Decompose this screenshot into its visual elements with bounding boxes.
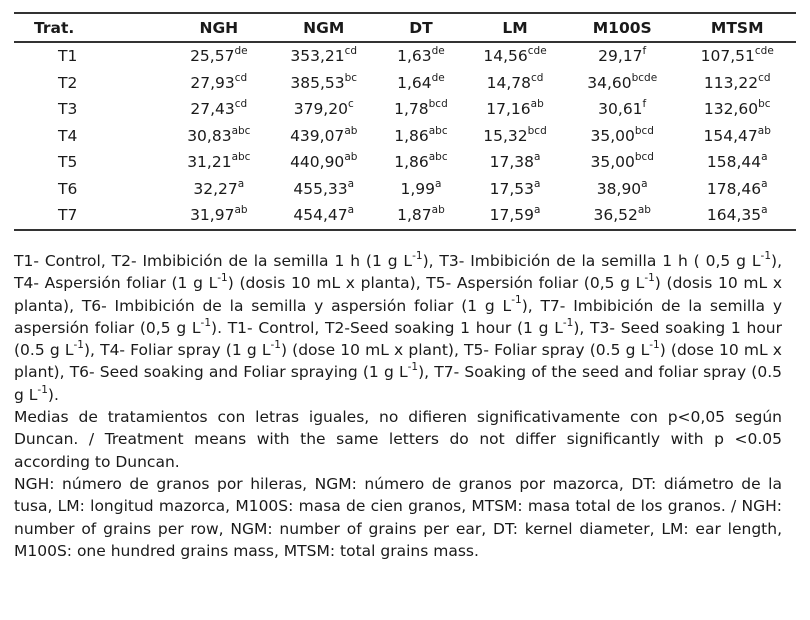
significance-letters: f <box>642 45 647 58</box>
significance-letters: bc <box>758 98 771 111</box>
header-ngm: NGM <box>303 18 345 37</box>
table-notes <box>14 250 782 562</box>
note-text: ) (dosis 10 mL x planta), T6- Imbibición de la semilla y aspersión foliar (1 g L <box>14 274 783 315</box>
table-cell <box>270 70 378 97</box>
cell-value: 1,86 <box>394 126 429 145</box>
row-treatment: T3 <box>58 100 78 119</box>
cell-value: 31,21 <box>187 153 232 172</box>
significance-letters: ab <box>344 151 358 164</box>
significance-letters: bcd <box>634 124 654 137</box>
significance-letters: cde <box>754 45 774 58</box>
note-text: ). <box>47 385 59 404</box>
significance-letters: a <box>347 204 355 217</box>
unit-exponent: -1 <box>73 339 84 352</box>
note-text: T1- Control, T2- Imbibición de la semilla 1 h (1 g L <box>14 252 413 270</box>
table-header <box>14 13 796 42</box>
row-treatment: T1 <box>58 47 78 66</box>
table-cell <box>678 70 796 97</box>
significance-letters: a <box>434 177 442 190</box>
table-cell <box>168 42 270 70</box>
cell-value: 440,90 <box>290 153 345 172</box>
significance-letters: abc <box>428 151 448 164</box>
significance-letters: cd <box>234 71 248 84</box>
cell-value: 1,87 <box>397 206 432 225</box>
note-text: ), T3- Imbibición de la semilla 1 h ( 0,5 g L <box>422 252 761 270</box>
table-cell <box>168 176 270 203</box>
cell-value: 17,53 <box>489 179 534 198</box>
significance-letters: de <box>431 71 445 84</box>
unit-exponent: -1 <box>217 272 228 285</box>
table-cell <box>378 70 464 97</box>
table-cell <box>378 123 464 150</box>
cell-value: 1,78 <box>394 100 429 119</box>
table-cell <box>270 176 378 203</box>
significance-letters: abc <box>231 124 251 137</box>
significance-letters: cd <box>758 71 771 84</box>
cell-value: 38,90 <box>596 179 642 198</box>
cell-value: 14,56 <box>483 47 528 66</box>
table-row <box>14 42 796 70</box>
cell-value: 30,61 <box>598 100 643 119</box>
table-row <box>14 149 796 176</box>
table-cell <box>270 123 378 150</box>
table-row <box>14 202 796 230</box>
significance-letters: bcde <box>631 71 658 84</box>
cell-value: 379,20 <box>293 100 348 119</box>
cell-value: 30,83 <box>187 126 232 145</box>
header-trat: Trat. <box>34 18 75 37</box>
table-body <box>14 42 796 230</box>
cell-value: 158,44 <box>706 153 762 172</box>
cell-value: 17,59 <box>489 206 534 225</box>
table-cell <box>464 176 566 203</box>
table-cell <box>566 202 678 230</box>
table-cell <box>678 202 796 230</box>
significance-letters: a <box>761 177 768 190</box>
significance-letters: de <box>234 45 248 58</box>
row-treatment: T2 <box>58 73 78 92</box>
significance-letters: ab <box>637 204 651 217</box>
header-dt: DT <box>409 18 433 37</box>
cell-value: 154,47 <box>703 126 758 145</box>
cell-value: 439,07 <box>290 126 345 145</box>
table-cell <box>566 96 678 123</box>
significance-letters: a <box>533 151 541 164</box>
table-row <box>14 96 796 123</box>
unit-exponent: -1 <box>270 339 281 352</box>
table-row <box>14 176 796 203</box>
cell-value: 31,97 <box>190 206 235 225</box>
significance-letters: a <box>641 177 648 190</box>
cell-value: 164,35 <box>706 206 762 225</box>
note-text: ), T4- Foliar spray (1 g L <box>83 341 271 360</box>
note-text: ). T1- Control, T2-Seed soaking 1 hour (1 g L <box>211 318 563 337</box>
significance-letters: bcd <box>527 124 547 137</box>
row-treatment: T7 <box>58 206 78 225</box>
significance-letters: bc <box>344 71 358 84</box>
table-cell <box>378 96 464 123</box>
cell-value: 17,16 <box>486 100 531 119</box>
cell-value: 35,00 <box>590 126 635 145</box>
table-cell <box>566 149 678 176</box>
table-cell <box>270 96 378 123</box>
treatments-note <box>14 250 782 406</box>
cell-value: 353,21 <box>290 47 345 66</box>
table-cell <box>678 123 796 150</box>
unit-exponent: -1 <box>649 339 660 352</box>
row-treatment: T6 <box>58 179 78 198</box>
row-treatment: T4 <box>58 126 78 145</box>
significance-letters: ab <box>757 124 771 137</box>
significance-letters: bcd <box>428 98 448 111</box>
table-cell <box>270 149 378 176</box>
significance-letters: a <box>237 177 245 190</box>
significance-letters: ab <box>344 124 358 137</box>
cell-value: 29,17 <box>598 47 643 66</box>
header-m100s: M100S <box>592 18 652 37</box>
significance-letters: cd <box>530 71 544 84</box>
table-cell <box>168 202 270 230</box>
significance-letters: a <box>761 204 768 217</box>
table-cell <box>378 42 464 70</box>
note-text: ) (dose 10 mL x plant), T5- Foliar spray (0.5 g L <box>280 341 650 360</box>
cell-value: 455,33 <box>293 179 348 198</box>
table-cell <box>378 202 464 230</box>
table-cell <box>678 149 796 176</box>
cell-value: 32,27 <box>193 179 238 198</box>
note-text: ), T4- Aspersión foliar (1 g L <box>14 252 782 293</box>
cell-value: 385,53 <box>290 73 345 92</box>
table-cell <box>378 149 464 176</box>
cell-value: 454,47 <box>293 206 348 225</box>
significance-letters: cd <box>234 98 248 111</box>
unit-exponent: -1 <box>200 316 212 329</box>
note-text: ) (dosis 10 mL x planta), T5- Aspersión foliar (0,5 g L <box>227 274 645 293</box>
significance-letters: abc <box>428 124 448 137</box>
cell-value: 34,60 <box>587 73 632 92</box>
table-cell <box>678 42 796 70</box>
significance-letters: cde <box>527 45 547 58</box>
significance-letters: bcd <box>634 151 654 164</box>
table-cell <box>378 176 464 203</box>
header-mtsm: MTSM <box>710 18 764 37</box>
significance-letters: f <box>642 98 647 111</box>
abbreviations-note: NGH: número de granos por hileras, NGM: número de granos por mazorca, DT: diámetro de la tusa, LM: longitud mazorca, M100S: masa de cien granos, MTSM: masa total de los granos. / NGH: number of grains per row, NGM: number of grains per ear, DT: kernel diameter, LM: ear length, M100S: one hundred grains mass, MTSM: total grains mass. <box>14 474 782 560</box>
cell-value: 35,00 <box>590 153 635 172</box>
table-cell <box>464 123 566 150</box>
note-text: ), T7- Imbibición de la semilla y aspersión foliar (0,5 g L <box>14 296 782 337</box>
table-cell <box>168 70 270 97</box>
row-treatment: T5 <box>58 153 78 172</box>
cell-value: 107,51 <box>700 47 755 66</box>
header-ngh: NGH <box>199 18 239 37</box>
table-cell <box>464 202 566 230</box>
significance-letters: a <box>533 177 541 190</box>
cell-value: 113,22 <box>703 73 759 92</box>
unit-exponent: -1 <box>511 294 522 307</box>
table-cell <box>566 42 678 70</box>
table-cell <box>464 42 566 70</box>
unit-exponent: -1 <box>562 316 574 329</box>
cell-value: 1,63 <box>397 47 432 66</box>
table-row <box>14 123 796 150</box>
cell-value: 25,57 <box>190 47 235 66</box>
cell-value: 27,43 <box>190 100 235 119</box>
significance-letters: ab <box>530 98 544 111</box>
significance-letters: cd <box>344 45 358 58</box>
header-lm: LM <box>502 18 528 37</box>
table-cell <box>566 123 678 150</box>
cell-value: 1,64 <box>397 73 432 92</box>
note-text: ) (dose 10 mL x plant), T6- Seed soaking and Foliar spraying (1 g L <box>14 341 782 382</box>
table-cell <box>270 42 378 70</box>
unit-exponent: -1 <box>412 249 423 262</box>
cell-value: 1,99 <box>400 179 435 198</box>
table-cell <box>566 70 678 97</box>
cell-value: 178,46 <box>706 179 762 198</box>
cell-value: 36,52 <box>593 206 638 225</box>
table-cell <box>678 96 796 123</box>
table-cell <box>168 123 270 150</box>
cell-value: 15,32 <box>483 126 528 145</box>
means-note: Medias de tratamientos con letras iguales, no difieren significativamente con p<0,05 según Duncan. / Treatment means with the same letters do not differ significantly with p <0.05 according to Duncan. <box>14 408 782 471</box>
significance-letters: abc <box>231 151 251 164</box>
cell-value: 132,60 <box>703 100 759 119</box>
note-text: ), T7- Soaking of the seed and foliar spray (0.5 g L <box>14 363 782 404</box>
table-cell <box>566 176 678 203</box>
cell-value: 14,78 <box>486 73 531 92</box>
significance-letters: a <box>347 177 355 190</box>
table-cell <box>464 96 566 123</box>
table-cell <box>678 176 796 203</box>
unit-exponent: -1 <box>760 249 772 262</box>
table-cell <box>168 149 270 176</box>
table-cell <box>464 70 566 97</box>
unit-exponent: -1 <box>407 361 419 374</box>
cell-value: 17,38 <box>489 153 534 172</box>
cell-value: 27,93 <box>190 73 235 92</box>
significance-letters: ab <box>234 204 248 217</box>
unit-exponent: -1 <box>644 272 655 285</box>
significance-letters: c <box>347 98 354 111</box>
note-text: ), T3- Seed soaking 1 hour (0.5 g L <box>14 318 782 360</box>
significance-letters: ab <box>431 204 445 217</box>
significance-letters: a <box>533 204 541 217</box>
table-cell <box>270 202 378 230</box>
cell-value: 1,86 <box>394 153 429 172</box>
table-row <box>14 70 796 97</box>
table-cell <box>464 149 566 176</box>
header-row <box>14 13 796 42</box>
significance-letters: de <box>431 45 445 58</box>
unit-exponent: -1 <box>37 383 48 396</box>
results-table <box>14 12 796 231</box>
significance-letters: a <box>761 151 768 164</box>
table-cell <box>168 96 270 123</box>
